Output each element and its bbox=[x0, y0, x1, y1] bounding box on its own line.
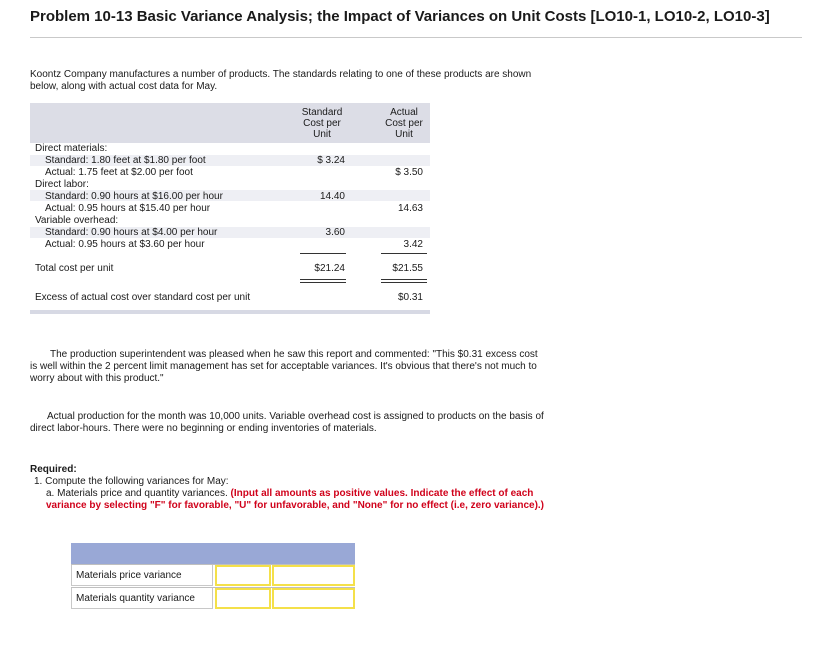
vo-actual-value: 3.42 bbox=[403, 239, 423, 250]
dl-standard-value: 14.40 bbox=[319, 191, 345, 202]
table-row bbox=[71, 564, 355, 587]
col-header-standard: Standard Cost per Unit bbox=[301, 107, 343, 140]
answer-grid bbox=[71, 543, 355, 610]
total-actual-value: $21.55 bbox=[392, 263, 423, 274]
act-subtotal-underline bbox=[381, 253, 427, 254]
dl-actual-value: 14.63 bbox=[397, 203, 423, 214]
required-item-a-instructions: (Input all amounts as positive values. Indicate the effect of each variance by selecting "F" for favorable, "U" for unfavorable, and "None" for no effect (i.e, zero variance).) bbox=[46, 488, 545, 511]
dm-standard-label: Standard: 1.80 feet at $1.80 per foot bbox=[45, 155, 206, 166]
dm-header: Direct materials: bbox=[35, 143, 108, 154]
page-title: Problem 10-13 Basic Variance Analysis; the Impact of Variances on Unit Costs [LO10-1, LO10-2, LO10-3] bbox=[30, 8, 770, 25]
cost-table bbox=[30, 103, 430, 315]
dl-standard-label: Standard: 0.90 hours at $16.00 per hour bbox=[45, 191, 223, 202]
dl-actual-label: Actual: 0.95 hours at $15.40 per hour bbox=[45, 203, 211, 214]
col-header-actual: Actual Cost per Unit bbox=[385, 107, 423, 140]
total-label: Total cost per unit bbox=[35, 263, 114, 274]
table-row bbox=[71, 587, 355, 610]
total-standard-value: $21.24 bbox=[314, 263, 345, 274]
dm-actual-value: $ 3.50 bbox=[395, 167, 423, 178]
paragraph-superintendent: The production superintendent was pleased when he saw this report and commented: "This $0.31 excess cost is well within the 2 percent limit management has set for acceptable variances. It's obvious that there's not much to worry about with this product." bbox=[30, 349, 538, 384]
materials-price-variance-label: Materials price variance bbox=[71, 565, 213, 586]
vo-standard-label: Standard: 0.90 hours at $4.00 per hour bbox=[45, 227, 218, 238]
answer-grid-header bbox=[71, 543, 355, 564]
vo-actual-label: Actual: 0.95 hours at $3.60 per hour bbox=[45, 239, 205, 250]
excess-value: $0.31 bbox=[397, 292, 423, 303]
materials-quantity-variance-effect-select[interactable] bbox=[272, 588, 355, 609]
materials-price-variance-amount-input[interactable] bbox=[215, 565, 271, 586]
cost-table-bottom-band bbox=[30, 310, 430, 314]
paragraph-production: Actual production for the month was 10,000 units. Variable overhead cost is assigned to products on the basis of direct labor-hours. There were no beginning or ending inventories of materials. bbox=[30, 411, 544, 434]
dm-standard-value: $ 3.24 bbox=[317, 155, 345, 166]
dm-actual-label: Actual: 1.75 feet at $2.00 per foot bbox=[45, 167, 193, 178]
vo-header: Variable overhead: bbox=[35, 215, 119, 226]
required-heading: Required: bbox=[30, 464, 77, 475]
materials-price-variance-effect-select[interactable] bbox=[272, 565, 355, 586]
dl-header: Direct labor: bbox=[35, 179, 89, 190]
intro-text: Koontz Company manufactures a number of products. The standards relating to one of these products are shown below, along with actual cost data for May. bbox=[30, 69, 532, 92]
excess-label: Excess of actual cost over standard cost per unit bbox=[35, 292, 251, 303]
std-subtotal-underline bbox=[300, 253, 346, 254]
required-item-a bbox=[46, 488, 556, 512]
vo-standard-value: 3.60 bbox=[325, 227, 345, 238]
materials-quantity-variance-label: Materials quantity variance bbox=[71, 588, 213, 609]
required-item-a-text: a. Materials price and quantity variances. bbox=[46, 488, 228, 499]
title-divider bbox=[30, 37, 802, 38]
materials-quantity-variance-amount-input[interactable] bbox=[215, 588, 271, 609]
required-item-1: 1. Compute the following variances for May: bbox=[34, 476, 229, 487]
